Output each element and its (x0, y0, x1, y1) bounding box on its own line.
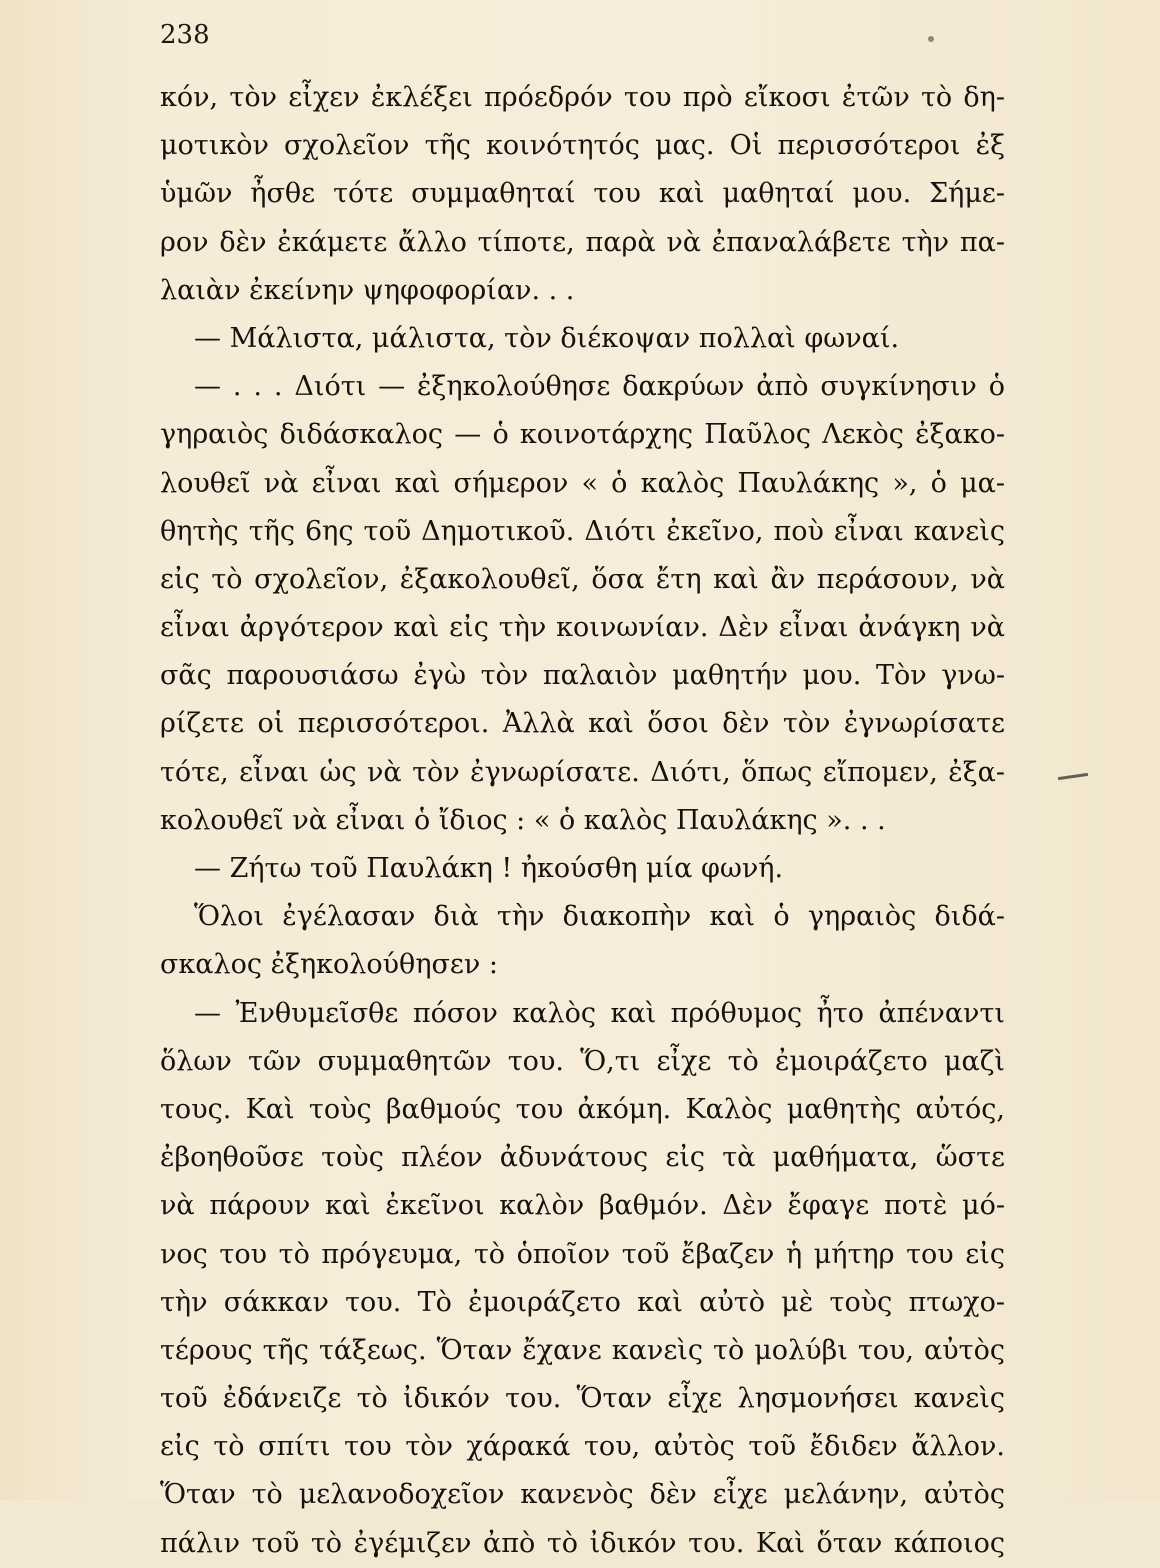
text-line: τοῦ ἐδάνειζε τὸ ἰδικόν του. Ὅταν εἶχε λησμονήσει κανεὶς (160, 1383, 1005, 1415)
text-line: Ὅταν τὸ μελανοδοχεῖον κανενὸς δὲν εἶχε μελάνην, αὐτὸς (160, 1479, 1005, 1511)
text-line: τέρους τῆς τάξεως. Ὅταν ἔχανε κανεὶς τὸ μολύβι του, αὐτὸς (160, 1334, 1005, 1366)
text-line: σκαλος ἐξηκολούθησεν : (160, 949, 499, 981)
text-line: — Μάλιστα, μάλιστα, τὸν διέκοψαν πολλαὶ φωναί. (194, 322, 900, 354)
text-line: πάλιν τοῦ τὸ ἐγέμιζεν ἀπὸ τὸ ἰδικόν του. Καὶ ὅταν κάποιος (160, 1527, 1005, 1559)
text-line: εἰς τὸ σπίτι του τὸν χάρακά του, αὐτὸς τοῦ ἔδιδεν ἄλλον. (160, 1431, 1005, 1463)
text-line: — . . . Διότι — ἐξηκολούθησε δακρύων ἀπὸ συγκίνησιν ὁ (194, 371, 1005, 403)
margin-mark (1058, 773, 1088, 780)
text-line: — Ἐνθυμεῖσθε πόσον καλὸς καὶ πρόθυμος ἦτο ἀπέναντι (194, 997, 1005, 1029)
text-line: ρον δὲν ἐκάμετε ἄλλο τίποτε, παρὰ νὰ ἐπαναλάβετε τὴν πα- (160, 226, 1005, 258)
text-line: ρίζετε οἱ περισσότεροι. Ἀλλὰ καὶ ὅσοι δὲν τὸν ἐγνωρίσατε (160, 708, 1005, 740)
text-line: ἐβοηθοῦσε τοὺς πλέον ἀδυνάτους εἰς τὰ μαθήματα, ὥστε (160, 1142, 1005, 1174)
text-line: τὴν σάκκαν του. Τὸ ἐμοιράζετο καὶ αὐτὸ μὲ τοὺς πτωχο- (160, 1286, 1005, 1318)
text-line: εἶναι ἀργότερον καὶ εἰς τὴν κοινωνίαν. Δὲν εἶναι ἀνάγκη νὰ (160, 612, 1005, 644)
text-line: εἰς τὸ σχολεῖον, ἐξακολουθεῖ, ὅσα ἔτη καὶ ἂν περάσουν, νὰ (160, 563, 1005, 595)
text-line: κολουθεῖ νὰ εἶναι ὁ ἴδιος : « ὁ καλὸς Παυλάκης ». . . (160, 804, 886, 836)
text-line: τους. Καὶ τοὺς βαθμούς του ἀκόμη. Καλὸς μαθητὴς αὐτός, (160, 1093, 1005, 1125)
text-line: σᾶς παρουσιάσω ἐγὼ τὸν παλαιὸν μαθητήν μου. Τὸν γνω- (160, 660, 1005, 692)
text-line: — Ζήτω τοῦ Παυλάκη ! ἠκούσθη μία φωνή. (194, 853, 784, 884)
text-line: λαιὰν ἐκείνην ψηφοφορίαν. . . (160, 274, 575, 306)
text-line: ὅλων τῶν συμμαθητῶν του. Ὅ,τι εἶχε τὸ ἐμοιράζετο μαζὶ (160, 1045, 1005, 1077)
text-line: κόν, τὸν εἶχεν ἐκλέξει πρόεδρόν του πρὸ εἴκοσι ἐτῶν τὸ δη- (160, 82, 1005, 113)
text-line: θητὴς τῆς 6ης τοῦ Δημοτικοῦ. Διότι ἐκεῖνο, ποὺ εἶναι κανεὶς (160, 515, 1005, 547)
text-line: τότε, εἶναι ὡς νὰ τὸν ἐγνωρίσατε. Διότι, ὅπως εἴπομεν, ἐξα- (160, 756, 1005, 788)
text-line: μοτικὸν σχολεῖον τῆς κοινότητός μας. Οἱ περισσότεροι ἐξ (160, 130, 1005, 162)
text-line: γηραιὸς διδάσκαλος — ὁ κοινοτάρχης Παῦλος Λεκὸς ἐξακο- (160, 419, 1005, 451)
text-line: λουθεῖ νὰ εἶναι καὶ σήμερον « ὁ καλὸς Παυλάκης », ὁ μα- (160, 467, 1005, 499)
body-text (160, 74, 1005, 1568)
text-line: ὑμῶν ἦσθε τότε συμμαθηταί του καὶ μαθηταί μου. Σήμε- (160, 178, 1005, 210)
page-number: 238 (160, 20, 210, 50)
text-line: νος του τὸ πρόγευμα, τὸ ὁποῖον τοῦ ἔβαζεν ἡ μήτηρ του εἰς (160, 1238, 1005, 1270)
ink-dot (928, 36, 934, 42)
text-line: Ὅλοι ἐγέλασαν διὰ τὴν διακοπὴν καὶ ὁ γηραιὸς διδά- (194, 901, 1005, 933)
text-line: νὰ πάρουν καὶ ἐκεῖνοι καλὸν βαθμόν. Δὲν ἔφαγε ποτὲ μό- (160, 1190, 1005, 1222)
